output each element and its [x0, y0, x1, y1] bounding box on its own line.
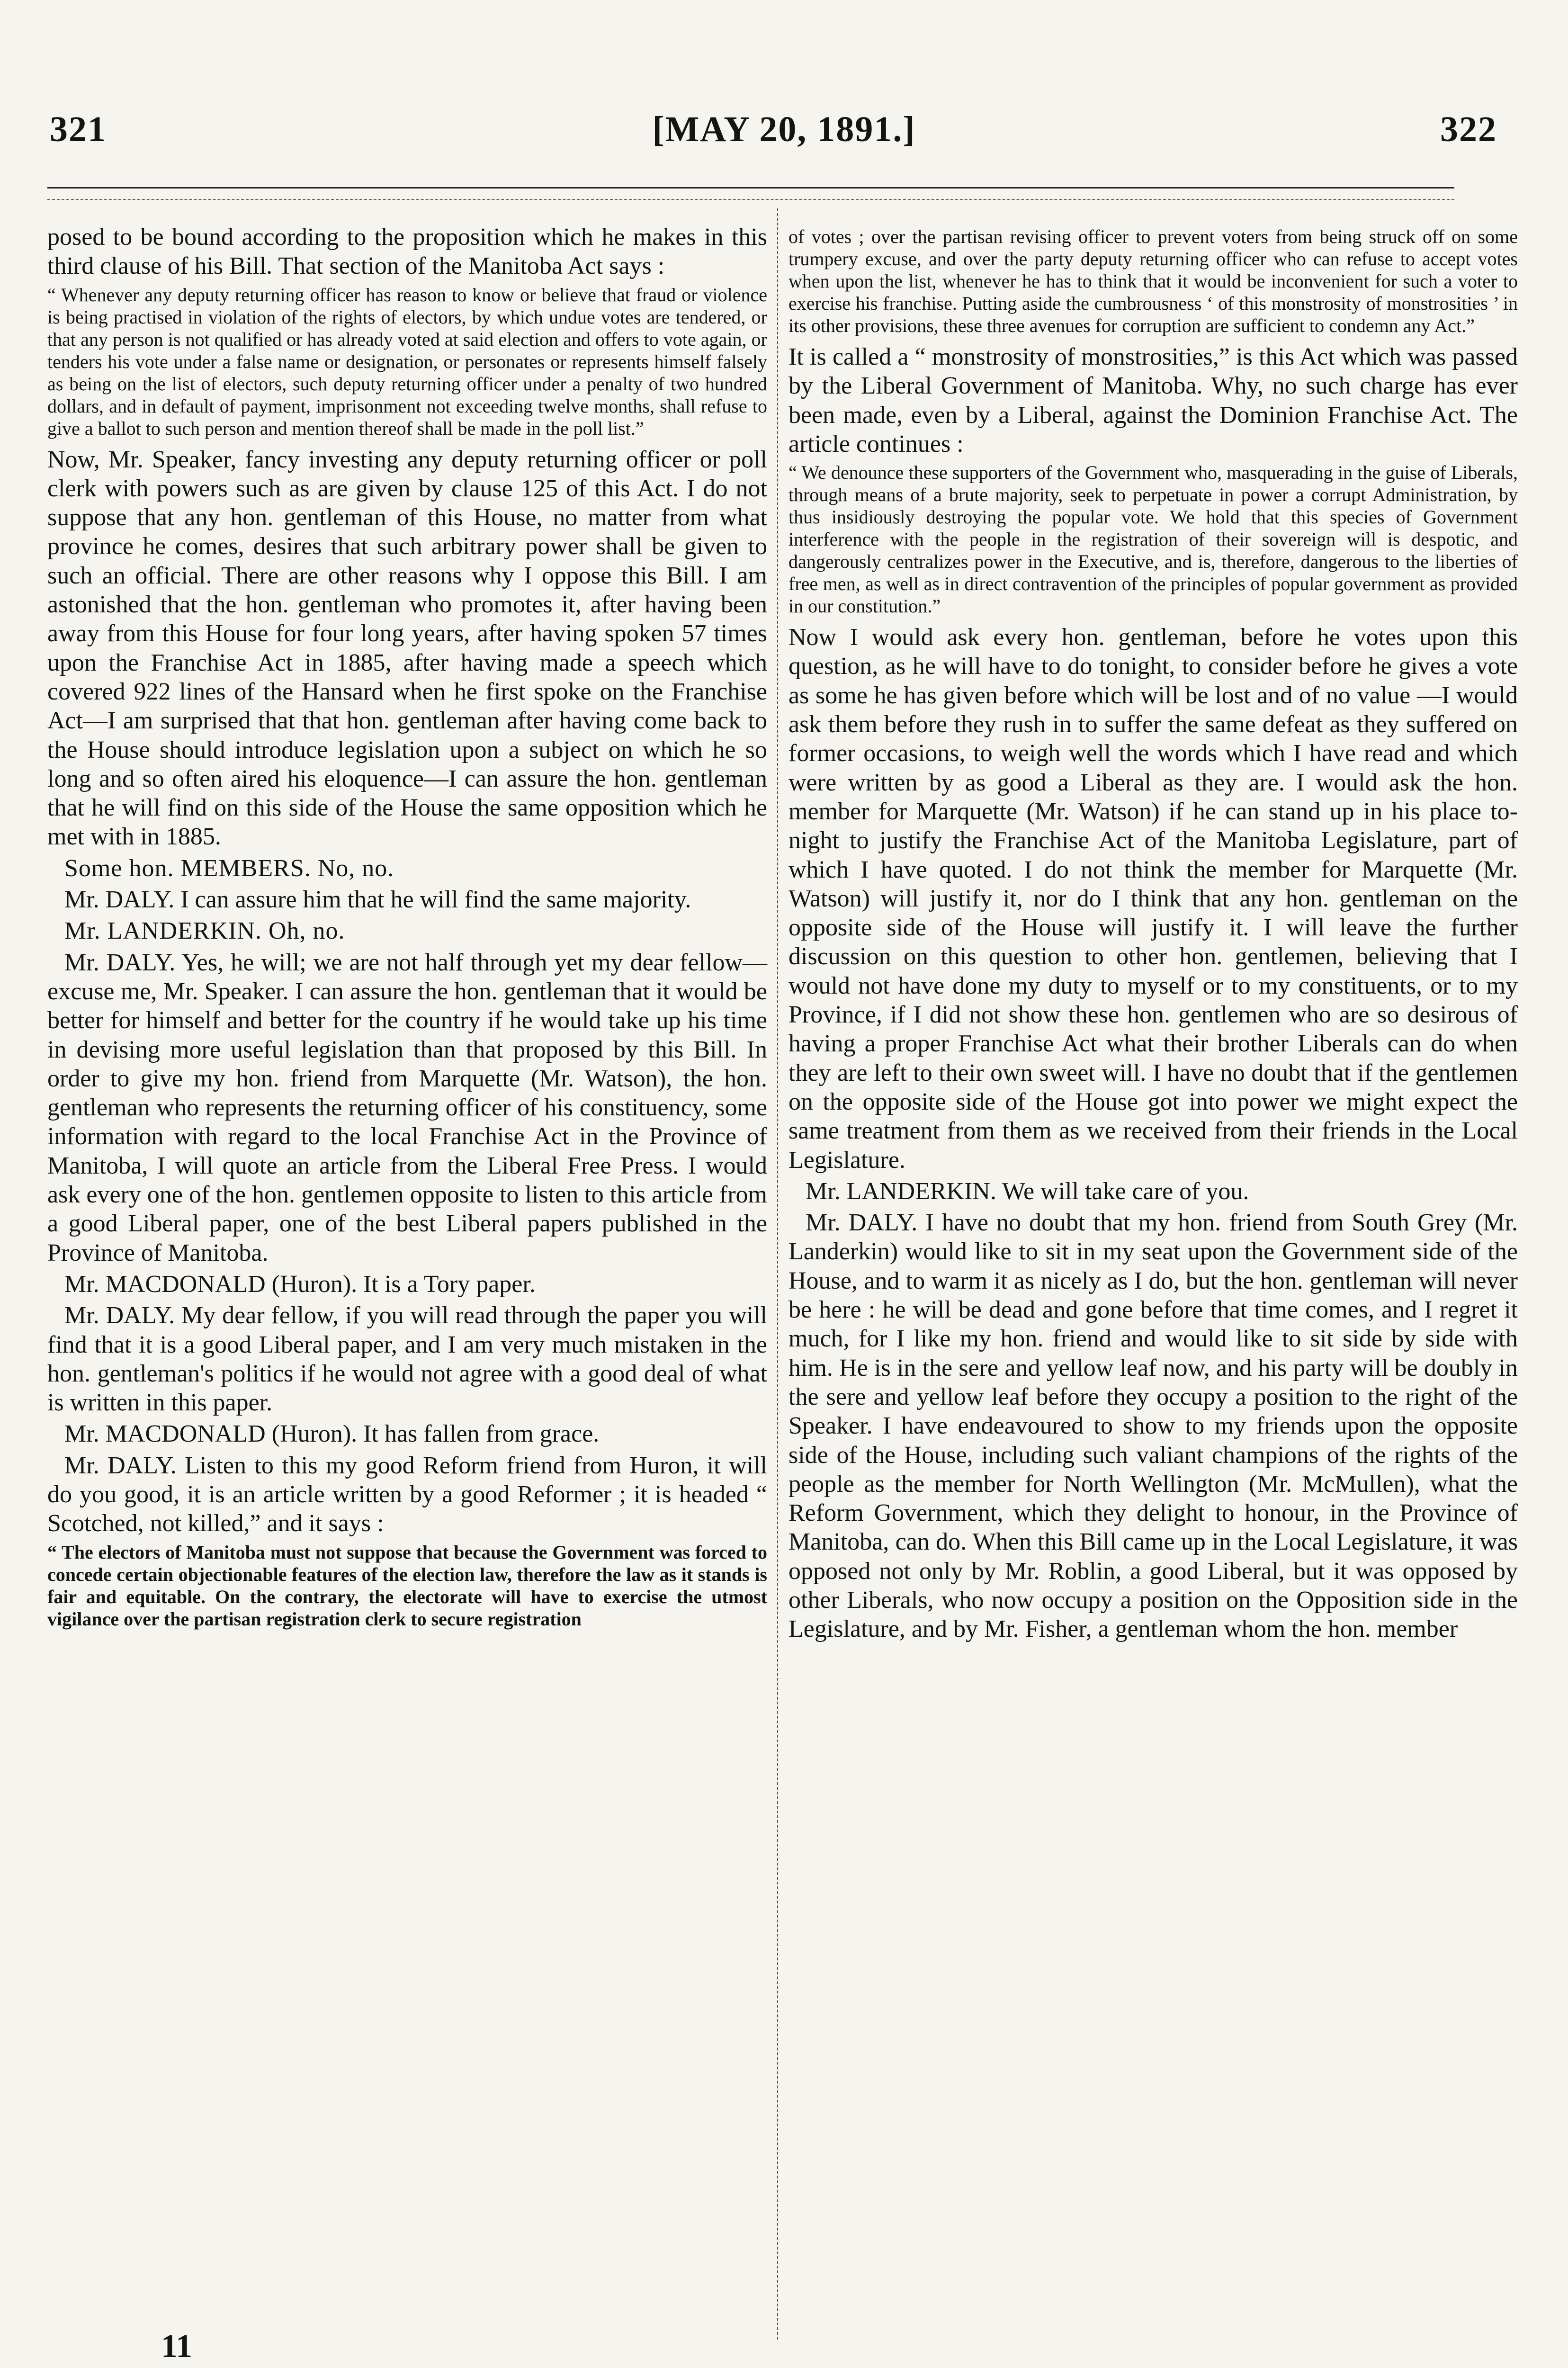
- quoted-passage: “ The electors of Manitoba must not suppose that because the Government was forced to concede certain objectionable features of the election law, therefore the law as it stands is fair and equitable. On the contrary, the electorate will have to exercise the utmost vigilance over the partisan registration clerk to secure registration: [47, 1541, 767, 1630]
- speaker-line: Mr. MACDONALD (Huron). It is a Tory paper.: [64, 1270, 536, 1298]
- right-column: [788, 223, 1518, 1646]
- speaker-line: Mr. DALY. Yes, he will; we are not half through yet my dear fellow—excuse me, Mr. Speaker. I can assure the hon. gentleman that it would be better for himself and better for the country if he would take up his time in devising more useful legislation than that proposed by this Bill. In order to give my hon. friend from Marquette (Mr. Watson), the hon. gentleman who represents the returning officer of his constituency, some information with regard to the local Franchise Act in the Province of Manitoba, I will quote an article from the Liberal Free Press. I would ask every one of the hon. gentlemen opposite to listen to this article from a good Liberal paper, one of the best Liberal papers published in the Province of Manitoba.: [47, 949, 767, 1266]
- speaker-line: Mr. LANDERKIN. Oh, no.: [64, 917, 345, 945]
- paragraph: posed to be bound according to the proposition which he makes in this third clause of his Bill. That section of the Manitoba Act says :: [47, 224, 767, 280]
- right-page-number: 322: [1440, 109, 1497, 149]
- speaker-line: Mr. DALY. Listen to this my good Reform friend from Huron, it will do you good, it is an article written by a good Reformer ; it is headed “ Scotched, not killed,” and it says :: [47, 1452, 767, 1537]
- paragraph: It is called a “ monstrosity of monstrosities,” is this Act which was passed by the Liberal Government of Manitoba. Why, no such charge has ever been made, even by a Liberal, against the Dominion Franchise Act. The article continues :: [788, 343, 1518, 457]
- speaker-line: Some hon. MEMBERS. No, no.: [64, 854, 394, 882]
- speaker-line: Mr. DALY. I can assure him that he will find the same majority.: [64, 886, 691, 914]
- page-date: [MAY 20, 1891.]: [652, 109, 916, 149]
- column-divider: [777, 208, 778, 2340]
- speaker-line: Mr. MACDONALD (Huron). It has fallen from grace.: [64, 1420, 600, 1448]
- left-page-number: 321: [50, 109, 107, 149]
- quoted-passage: of votes ; over the partisan revising officer to prevent voters from being struck off on some trumpery excuse, and over the party deputy returning officer who can refuse to accept votes when upon the list, whenever he has to think that it would be inconvenient for such a voter to exercise his franchise. Putting aside the cumbrousness ‘ of this monstrosity of monstrosities ’ in its other provisions, these three avenues for corruption are sufficient to condemn any Act.”: [788, 226, 1518, 336]
- speaker-line: Mr. DALY. My dear fellow, if you will read through the paper you will find that it is a good Liberal paper, and I am very much mistaken in the hon. gentleman's politics if he would not agree with a good deal of what is written in this paper.: [47, 1302, 767, 1417]
- page-header: [0, 95, 1568, 170]
- speaker-line: Mr. LANDERKIN. We will take care of you.: [806, 1177, 1249, 1205]
- quoted-passage: “ We denounce these supporters of the Government who, masquerading in the guise of Liberals, through means of a brute majority, seek to perpetuate in power a corrupt Administration, by thus insidiously destroying the popular vote. We hold that this species of Government interference with the people in the registration of their sovereign will is despotic, and dangerously centralizes power in the Executive, and is, therefore, dangerous to the liberties of free men, as well as in direct contravention of the principles of popular government as provided in our constitution.”: [788, 462, 1518, 617]
- paragraph: Now I would ask every hon. gentleman, before he votes upon this question, as he will have to do tonight, to consider before he gives a vote as some he has given before which will be lost and of no value —I would ask them before they rush in to suffer the same defeat as they suffered on former occasions, to weigh well the words which I have read and which were written by as good a Liberal as they are. I would ask the hon. member for Marquette (Mr. Watson) if he can stand up in his place to-night to justify the Franchise Act of the Manitoba Legislature, part of which I have quoted. I do not think the member for Marquette (Mr. Watson) will justify it, nor do I think that any hon. gentleman on the opposite side of the House will justify it. I will leave the further discussion on this question to other hon. gentlemen, believing that I would not have done my duty to myself or to my constituents, or to my Province, if I did not show these hon. gentlemen who are so desirous of having a proper Franchise Act what their brother Liberals can do when they are left to their own sweet will. I have no doubt that if the gentlemen on the opposite side of the House got into power we might expect the same treatment from them as we received from their friends in the Local Legislature.: [788, 624, 1518, 1174]
- signature-mark: 11: [161, 2328, 193, 2365]
- header-rule-dashed: [47, 199, 1454, 200]
- paragraph: Now, Mr. Speaker, fancy investing any deputy returning officer or poll clerk with powers such as are given by clause 125 of this Act. I do not suppose that any hon. gentleman of this House, no matter from what province he comes, desires that such arbitrary power shall be given to such an official. There are other reasons why I oppose this Bill. I am astonished that the hon. gentleman who promotes it, after having been away from this House for four long years, after having spoken 57 times upon the Franchise Act in 1885, after having made a speech which covered 922 lines of the Hansard when he first spoke on the Franchise Act—I am surprised that that hon. gentleman after having come back to the House should introduce legislation upon a subject on which he so long and so often aired his eloquence—I can assure the hon. gentleman that he will find on this side of the House the same opposition which he met with in 1885.: [47, 446, 767, 851]
- header-rule: [47, 187, 1454, 188]
- quoted-passage: “ Whenever any deputy returning officer has reason to know or believe that fraud or violence is being practised in violation of the rights of electors, by which undue votes are tendered, or that any person is not qualified or has already voted at said election and offers to vote again, or tenders his vote under a false name or designation, or personates or represents himself falsely as being on the list of electors, such deputy returning officer under a penalty of two hundred dollars, and in default of payment, imprisonment not exceeding twelve months, shall refuse to give a ballot to such person and mention thereof shall be made in the poll list.”: [47, 284, 767, 439]
- left-column: [47, 223, 767, 1636]
- speaker-line: Mr. DALY. I have no doubt that my hon. friend from South Grey (Mr. Landerkin) would like to sit in my seat upon the Government side of the House, and to warm it as nicely as I do, but the hon. gentleman will never be here : he will be dead and gone before that time comes, and I regret it much, for I like my hon. friend and would like to sit side by side with him. He is in the sere and yellow leaf now, and his party will be doubly in the sere and yellow leaf before they occupy a position to the right of the Speaker. I have endeavoured to show to my friends upon the opposite side of the House, including such valiant champions of the rights of the people as the member for North Wellington (Mr. McMullen), what the Reform Government, which they delight to honour, in the Province of Manitoba, can do. When this Bill came up in the Local Legislature, it was opposed not only by Mr. Roblin, a good Liberal, but it was opposed by other Liberals, who now occupy a position on the Opposition side in the Legislature, and by Mr. Fisher, a gentleman whom the hon. member: [788, 1209, 1518, 1643]
